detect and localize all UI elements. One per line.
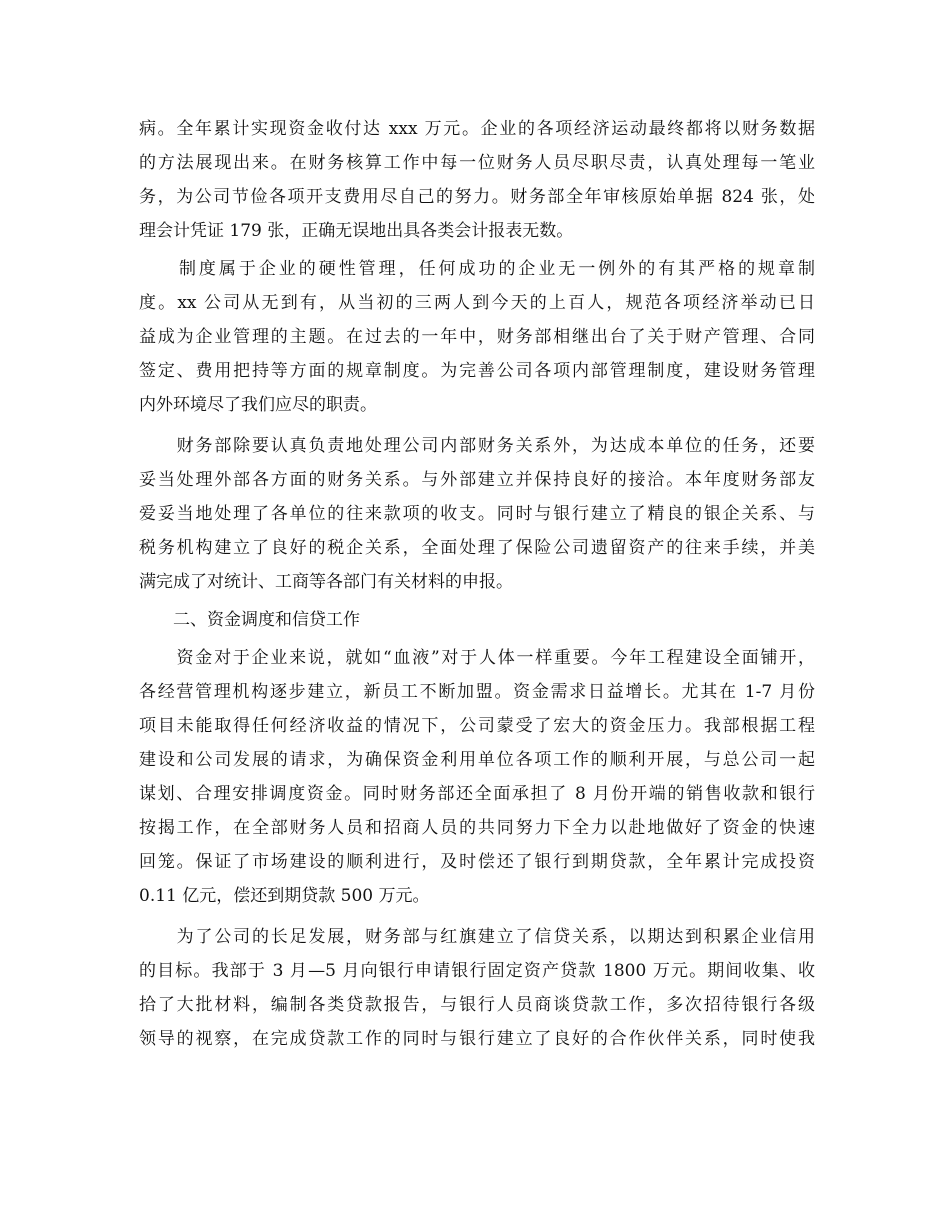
paragraph-credit xyxy=(139,920,815,1056)
text-line: 拾了大批材料，编制各类贷款报告，与银行人员商谈贷款工作，多次招待银行各级 xyxy=(139,995,815,1015)
text-line: 回笼。保证了市场建设的顺利进行，及时偿还了银行到期贷款，全年累计完成投资 xyxy=(139,852,815,872)
section-heading xyxy=(139,603,815,637)
section-heading-text: 二、资金调度和信贷工作 xyxy=(139,610,360,630)
paragraph-external-relations xyxy=(139,429,815,599)
text-line: 病。全年累计实现资金收付达 xxx 万元。企业的各项经济运动最终都将以财务数据 xyxy=(139,119,815,139)
paragraph-regulations xyxy=(139,252,815,422)
text-line: 各经营管理机构逐步建立，新员工不断加盟。资金需求日益增长。尤其在 1-7 月份 xyxy=(139,682,815,702)
text-line: 按揭工作，在全部财务人员和招商人员的共同努力下全力以赴地做好了资金的快速 xyxy=(139,818,815,838)
paragraph-cash-summary xyxy=(139,112,815,248)
text-line: 为了公司的长足发展，财务部与红旗建立了信贷关系，以期达到积累企业信用 xyxy=(139,927,815,947)
text-line: 理会计凭证 179 张，正确无误地出具各类会计报表无数。 xyxy=(139,221,574,241)
text-line: 项目未能取得任何经济收益的情况下，公司蒙受了宏大的资金压力。我部根据工程 xyxy=(139,716,815,736)
text-line: 资金对于企业来说，就如“血液”对于人体一样重要。今年工程建设全面铺开， xyxy=(139,648,815,668)
paragraph-funding xyxy=(139,641,815,913)
text-line: 制度属于企业的硬性管理，任何成功的企业无一例外的有其严格的规章制 xyxy=(139,259,815,279)
text-line: 签定、费用把持等方面的规章制度。为完善公司各项内部管理制度，建设财务管理 xyxy=(139,361,815,381)
text-line: 建设和公司发展的请求，为确保资金利用单位各项工作的顺利开展，与总公司一起 xyxy=(139,750,815,770)
text-line: 的方法展现出来。在财务核算工作中每一位财务人员尽职尽责，认真处理每一笔业 xyxy=(139,153,815,173)
text-line: 度。xx 公司从无到有，从当初的三两人到今天的上百人，规范各项经济举动已日 xyxy=(139,293,815,313)
text-line: 的目标。我部于 3 月—5 月向银行申请银行固定资产贷款 1800 万元。期间收集、收 xyxy=(139,961,815,981)
text-line: 0.11 亿元，偿还到期贷款 500 万元。 xyxy=(139,886,430,906)
text-line: 满完成了对统计、工商等各部门有关材料的申报。 xyxy=(139,572,513,592)
text-line: 益成为企业管理的主题。在过去的一年中，财务部相继出台了关于财产管理、合同 xyxy=(139,327,815,347)
text-line: 务，为公司节俭各项开支费用尽自己的努力。财务部全年审核原始单据 824 张，处 xyxy=(139,187,815,207)
document-body xyxy=(139,112,815,1056)
text-line: 领导的视察，在完成贷款工作的同时与银行建立了良好的合作伙伴关系，同时使我 xyxy=(139,1029,815,1049)
text-line: 税务机构建立了良好的税企关系，全面处理了保险公司遗留资产的往来手续，并美 xyxy=(139,538,815,558)
text-line: 妥当处理外部各方面的财务关系。与外部建立并保持良好的接洽。本年度财务部友 xyxy=(139,470,815,490)
text-line: 谋划、合理安排调度资金。同时财务部还全面承担了 8 月份开端的销售收款和银行 xyxy=(139,784,815,804)
text-line: 爱妥当地处理了各单位的往来款项的收支。同时与银行建立了精良的银企关系、与 xyxy=(139,504,815,524)
text-line: 内外环境尽了我们应尽的职责。 xyxy=(139,395,377,415)
text-line: 财务部除要认真负责地处理公司内部财务关系外，为达成本单位的任务，还要 xyxy=(139,436,815,456)
